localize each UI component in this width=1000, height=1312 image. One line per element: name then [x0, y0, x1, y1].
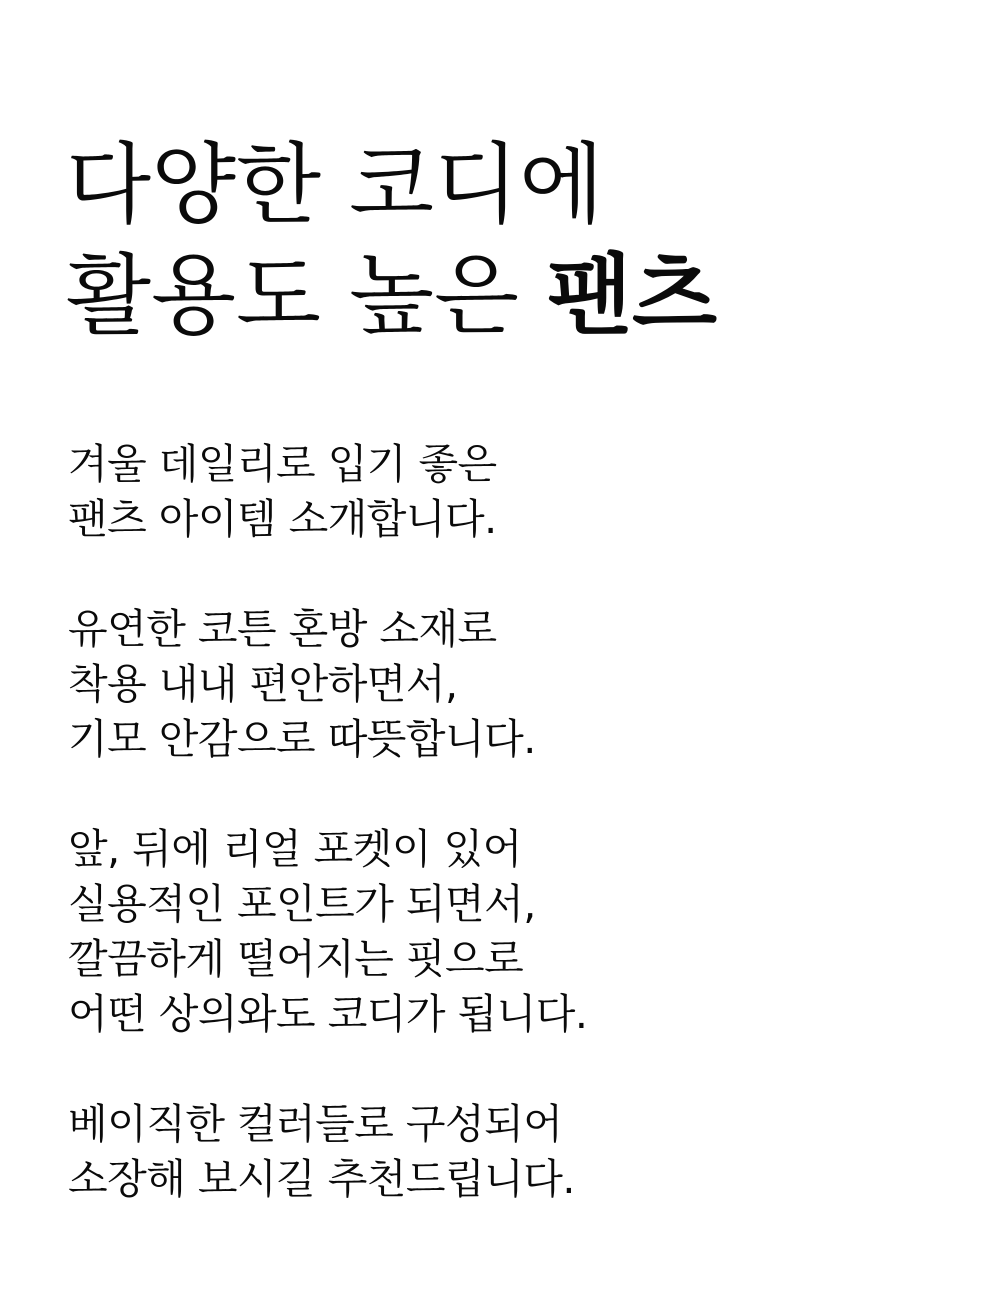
- page-title: [66, 130, 717, 351]
- page-title-line-2-regular: 활용도 높은: [66, 244, 547, 347]
- paragraph-intro: [68, 437, 587, 547]
- text-line: 유연한 코튼 혼방 소재로: [68, 605, 497, 653]
- paragraph-recommendation: [68, 1097, 587, 1207]
- page-title-line-2: [66, 240, 717, 351]
- text-line: 앞, 뒤에 리얼 포켓이 있어: [68, 825, 522, 873]
- text-line: 착용 내내 편안하면서,: [68, 660, 458, 708]
- text-line: 어떤 상의와도 코디가 됩니다.: [68, 990, 588, 1038]
- text-line: 소장해 보시길 추천드립니다.: [68, 1155, 575, 1203]
- text-line: 겨울 데일리로 입기 좋은: [68, 440, 497, 488]
- paragraph-features: [68, 822, 587, 1042]
- text-line: 베이직한 컬러들로 구성되어: [68, 1100, 563, 1148]
- text-line: 실용적인 포인트가 되면서,: [68, 880, 536, 928]
- text-line: 깔끔하게 떨어지는 핏으로: [68, 935, 524, 983]
- page-title-line-1: 다양한 코디에: [66, 133, 605, 236]
- paragraph-material: [68, 602, 587, 767]
- product-description-text: [68, 437, 587, 1207]
- page-title-emphasis: 팬츠: [547, 243, 718, 347]
- text-line: 팬츠 아이템 소개합니다.: [68, 495, 497, 543]
- text-line: 기모 안감으로 따뜻합니다.: [68, 715, 536, 763]
